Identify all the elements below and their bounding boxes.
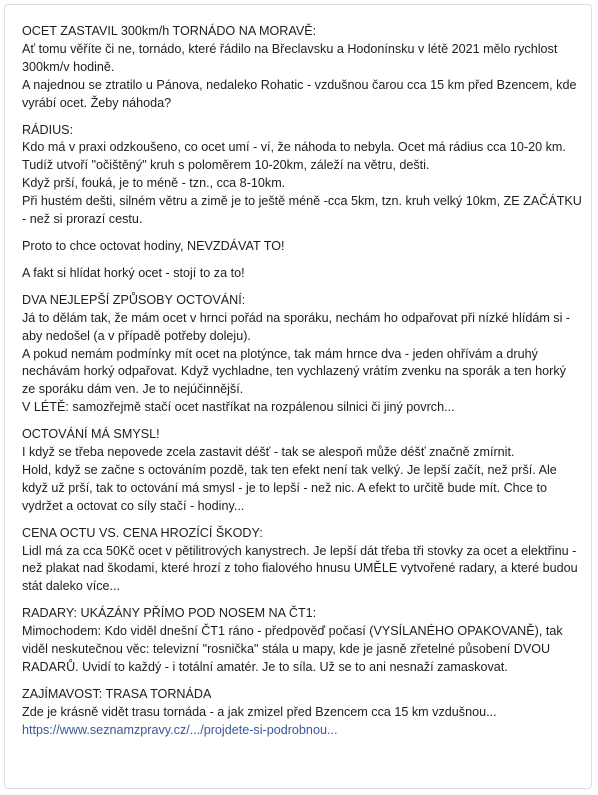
paragraph: Tudíž utvoří "očištěný" kruh s poloměrem 10-20km, záleží na větru, dešti. bbox=[22, 158, 430, 173]
section-heading: OCTOVÁNÍ MÁ SMYSL! bbox=[22, 427, 160, 442]
paragraph: Hold, když se začne s octováním pozdě, tak ten efekt není tak velký. Je lepší začít, než prší. Ale když už prší, tak to octování má smysl - je to lepší - než nic. A efekt to určitě bude mít. Chce to vydržet a octovat co síly stačí - hodiny... bbox=[22, 462, 557, 513]
article-link[interactable]: https://www.seznamzpravy.cz/.../projdete-si-podrobnou... bbox=[22, 722, 338, 737]
section-radius bbox=[22, 122, 582, 229]
paragraph: Proto to chce octovat hodiny, NEVZDÁVAT TO! bbox=[22, 238, 285, 253]
section-tornado bbox=[22, 23, 582, 113]
paragraph: Při hustém dešti, silném větru a zimě je to ještě méně -cca 5km, tzn. kruh velký 10km, ZE ZAČÁTKU - než si prorazí cestu. bbox=[22, 194, 582, 227]
section-heading: DVA NEJLEPŠÍ ZPŮSOBY OCTOVÁNÍ: bbox=[22, 292, 246, 307]
paragraph: V LÉTĚ: samozřejmě stačí ocet nastříkat na rozpálenou silnici či jiný povrch... bbox=[22, 400, 455, 415]
section-route bbox=[22, 686, 582, 740]
section-makes-sense bbox=[22, 426, 582, 516]
section-heading: ZAJÍMAVOST: TRASA TORNÁDA bbox=[22, 686, 212, 701]
section-methods bbox=[22, 292, 582, 417]
section-heading: OCET ZASTAVIL 300km/h TORNÁDO NA MORAVĚ: bbox=[22, 24, 317, 38]
section-cost bbox=[22, 525, 582, 597]
paragraph: A najednou se ztratilo u Pánova, nedaleko Rohatic - vzdušnou čarou cca 15 km před Bzencem, kde vyrábí ocet. Žeby náhoda? bbox=[22, 77, 577, 110]
paragraph: I když se třeba nepovede zcela zastavit déšť - tak se alespoň může déšť značně zmírnit. bbox=[22, 445, 515, 460]
paragraph: Zde je krásně vidět trasu tornáda - a jak zmizel před Bzencem cca 15 km vzdušnou... bbox=[22, 704, 497, 719]
section-heading: RADARY: UKÁZÁNY PŘÍMO POD NOSEM NA ČT1: bbox=[22, 606, 317, 621]
paragraph: Kdo má v praxi odzkoušeno, co ocet umí - ví, že náhoda to nebyla. Ocet má rádius cca 10-20 km. bbox=[22, 140, 566, 155]
post-card bbox=[4, 4, 592, 789]
paragraph: A fakt si hlídat horký ocet - stojí to za to! bbox=[22, 265, 245, 280]
post-body bbox=[22, 23, 582, 749]
paragraph: Mimochodem: Kdo viděl dnešní ČT1 ráno - předpověď počasí (VYSÍLANÉHO OPAKOVANĚ), tak viděl neskutečnou věc: televizní "rosnička" stála u mapy, kde je jasně zřetelné působení DVOU RADARŮ. Uvidí to každý - i totální amatér. Je to síla. Už se to ani nesnaží zamaskovat. bbox=[22, 624, 563, 674]
paragraph: Lidl má za cca 50Kč ocet v pětilitrových kanystrech. Je lepší dát třeba tři stovky za ocet a elektřinu - než plakat nad škodami, které hrozí z toho fialového hnusu UMĚLE vytvořené radary, a které budou stát daleko více... bbox=[22, 543, 578, 594]
paragraph: Ať tomu věříte či ne, tornádo, které řádilo na Břeclavsku a Hodonínsku v létě 2021 mělo rychlost 300km/v hodině. bbox=[22, 41, 558, 74]
section-heading: RÁDIUS: bbox=[22, 122, 74, 137]
section-radars bbox=[22, 605, 582, 677]
paragraph: Když prší, fouká, je to méně - tzn., cca 8-10km. bbox=[22, 176, 286, 191]
paragraph: Já to dělám tak, že mám ocet v hrnci pořád na sporáku, nechám ho odpařovat při nízké hlídám si - aby nedošel (a v případě potřeby doleju). bbox=[22, 310, 571, 343]
section-heading: CENA OCTU VS. CENA HROZÍCÍ ŠKODY: bbox=[22, 525, 263, 540]
section-hot-vinegar bbox=[22, 265, 582, 283]
section-persist bbox=[22, 238, 582, 256]
paragraph: A pokud nemám podmínky mít ocet na plotýnce, tak mám hrnce dva - jeden ohřívám a druhý nechávám horký odpařovat. Když vychladne, ten vychlazený vrátím zvenku na sporák a ten horký ze sporáku dám ven. Je to nejúčinnější. bbox=[22, 346, 566, 397]
